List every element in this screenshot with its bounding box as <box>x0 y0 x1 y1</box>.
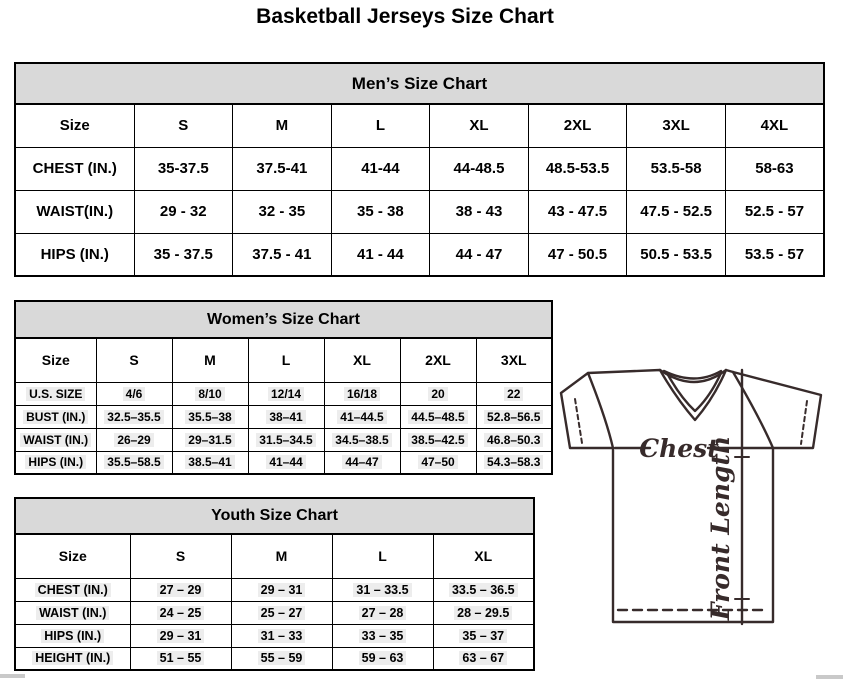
size-header-row <box>15 338 552 382</box>
size-value: 37.5-41 <box>233 147 332 190</box>
left-sleeve-seam <box>588 373 613 448</box>
youth-table-title-row <box>15 498 534 534</box>
row-label: WAIST (IN.) <box>15 428 96 451</box>
size-value: 29 – 31 <box>231 578 332 601</box>
size-col-header: 3XL <box>627 104 726 147</box>
size-value: 35.5–58.5 <box>96 451 172 474</box>
size-col-header: L <box>248 338 324 382</box>
size-value: 31 – 33.5 <box>332 578 433 601</box>
right-sleeve-seam <box>733 372 773 448</box>
size-value: 31 – 33 <box>231 624 332 647</box>
size-value: 47–50 <box>400 451 476 474</box>
row-label: HEIGHT (IN.) <box>15 647 130 670</box>
measurement-row <box>15 233 824 276</box>
size-value: 35 - 37.5 <box>134 233 233 276</box>
measurement-row <box>15 405 552 428</box>
front-length-label: Front Length <box>706 435 735 621</box>
row-label: HIPS (IN.) <box>15 233 134 276</box>
size-col-header: 4XL <box>725 104 824 147</box>
womens-size-table <box>14 300 553 475</box>
measurement-row <box>15 647 534 670</box>
size-value: 51 – 55 <box>130 647 231 670</box>
measurement-row <box>15 578 534 601</box>
size-value: 35.5–38 <box>172 405 248 428</box>
size-value: 41–44.5 <box>324 405 400 428</box>
size-value: 59 – 63 <box>332 647 433 670</box>
womens-table-title: Women’s Size Chart <box>15 301 552 338</box>
size-value: 25 – 27 <box>231 601 332 624</box>
size-value: 50.5 - 53.5 <box>627 233 726 276</box>
size-value: 29 - 32 <box>134 190 233 233</box>
size-value: 31.5–34.5 <box>248 428 324 451</box>
size-value: 12/14 <box>248 382 324 405</box>
scrollbar-fragment-left <box>0 674 25 678</box>
size-value: 58-63 <box>725 147 824 190</box>
size-value: 52.5 - 57 <box>725 190 824 233</box>
size-value: 63 – 67 <box>433 647 534 670</box>
size-col-header: 2XL <box>528 104 627 147</box>
size-value: 33 – 35 <box>332 624 433 647</box>
left-cuff-dashed-line <box>575 399 582 443</box>
size-col-header: S <box>96 338 172 382</box>
row-label: CHEST (IN.) <box>15 147 134 190</box>
size-value: 37.5 - 41 <box>233 233 332 276</box>
size-col-header: M <box>172 338 248 382</box>
row-label: U.S. SIZE <box>15 382 96 405</box>
size-value: 33.5 – 36.5 <box>433 578 534 601</box>
size-value: 29 – 31 <box>130 624 231 647</box>
size-value: 53.5 - 57 <box>725 233 824 276</box>
size-header-row <box>15 534 534 578</box>
size-value: 27 – 29 <box>130 578 231 601</box>
size-col-header: XL <box>433 534 534 578</box>
size-value: 47 - 50.5 <box>528 233 627 276</box>
size-col-header: M <box>231 534 332 578</box>
size-col-header: 2XL <box>400 338 476 382</box>
size-value: 47.5 - 52.5 <box>627 190 726 233</box>
jersey-measurement-diagram <box>558 360 836 645</box>
womens-table-title-row <box>15 301 552 338</box>
measurement-row <box>15 428 552 451</box>
size-col-header: XL <box>324 338 400 382</box>
size-value: 32 - 35 <box>233 190 332 233</box>
measurement-row <box>15 451 552 474</box>
row-label: CHEST (IN.) <box>15 578 130 601</box>
scrollbar-fragment-right <box>816 675 843 679</box>
chest-label: Chest <box>639 434 719 463</box>
row-label: BUST (IN.) <box>15 405 96 428</box>
size-value: 35-37.5 <box>134 147 233 190</box>
size-corner-header: Size <box>15 534 130 578</box>
size-value: 8/10 <box>172 382 248 405</box>
size-col-header: L <box>332 534 433 578</box>
size-value: 22 <box>476 382 552 405</box>
measurement-row <box>15 190 824 233</box>
mens-table-title: Men’s Size Chart <box>15 63 824 104</box>
size-col-header: 3XL <box>476 338 552 382</box>
size-corner-header: Size <box>15 338 96 382</box>
size-value: 44 - 47 <box>430 233 529 276</box>
size-value: 41 - 44 <box>331 233 430 276</box>
size-value: 41–44 <box>248 451 324 474</box>
size-value: 38 - 43 <box>430 190 529 233</box>
youth-size-table <box>14 497 535 671</box>
measurement-row <box>15 601 534 624</box>
size-value: 48.5-53.5 <box>528 147 627 190</box>
mens-table-title-row <box>15 63 824 104</box>
row-label: HIPS (IN.) <box>15 624 130 647</box>
size-col-header: XL <box>430 104 529 147</box>
size-value: 38.5–41 <box>172 451 248 474</box>
size-value: 24 – 25 <box>130 601 231 624</box>
right-cuff-dashed-line <box>801 401 807 444</box>
size-value: 35 - 38 <box>331 190 430 233</box>
size-value: 44–47 <box>324 451 400 474</box>
size-value: 34.5–38.5 <box>324 428 400 451</box>
measurement-row <box>15 147 824 190</box>
size-value: 46.8–50.3 <box>476 428 552 451</box>
size-col-header: S <box>134 104 233 147</box>
size-value: 53.5-58 <box>627 147 726 190</box>
size-value: 44-48.5 <box>430 147 529 190</box>
row-label: HIPS (IN.) <box>15 451 96 474</box>
row-label: WAIST (IN.) <box>15 601 130 624</box>
mens-size-table <box>14 62 825 277</box>
size-value: 43 - 47.5 <box>528 190 627 233</box>
size-value: 41-44 <box>331 147 430 190</box>
size-col-header: L <box>331 104 430 147</box>
size-value: 52.8–56.5 <box>476 405 552 428</box>
size-value: 55 – 59 <box>231 647 332 670</box>
size-value: 54.3–58.3 <box>476 451 552 474</box>
size-value: 26–29 <box>96 428 172 451</box>
size-value: 20 <box>400 382 476 405</box>
size-value: 27 – 28 <box>332 601 433 624</box>
youth-table-title: Youth Size Chart <box>15 498 534 534</box>
size-header-row <box>15 104 824 147</box>
page-title: Basketball Jerseys Size Chart <box>256 5 554 28</box>
size-col-header: S <box>130 534 231 578</box>
size-value: 38.5–42.5 <box>400 428 476 451</box>
measurement-row <box>15 382 552 405</box>
size-value: 4/6 <box>96 382 172 405</box>
size-col-header: M <box>233 104 332 147</box>
size-value: 44.5–48.5 <box>400 405 476 428</box>
size-value: 16/18 <box>324 382 400 405</box>
row-label: WAIST(IN.) <box>15 190 134 233</box>
size-value: 28 – 29.5 <box>433 601 534 624</box>
size-value: 29–31.5 <box>172 428 248 451</box>
size-value: 35 – 37 <box>433 624 534 647</box>
size-value: 32.5–35.5 <box>96 405 172 428</box>
size-corner-header: Size <box>15 104 134 147</box>
measurement-row <box>15 624 534 647</box>
size-value: 38–41 <box>248 405 324 428</box>
